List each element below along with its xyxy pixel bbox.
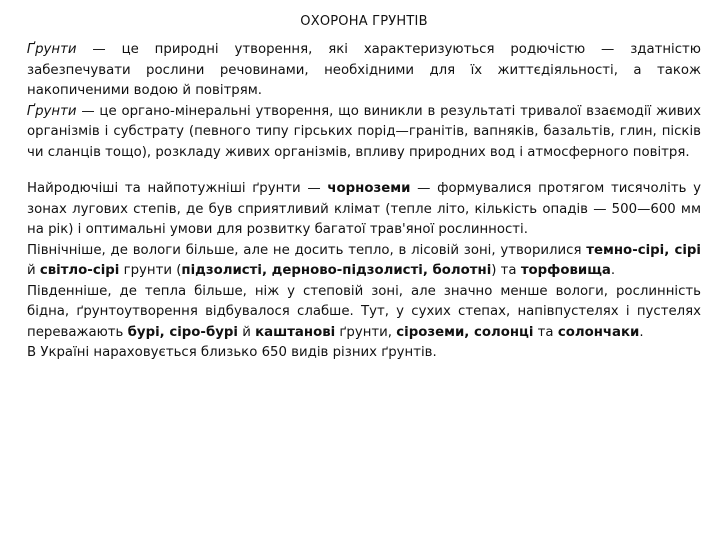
- text-span: — формувалися протягом тисячоліть у зонах лугових степів, де був сприятливий клімат (тепле літо, кількість опадів — 500—600 мм на рік) і оптимальні умови для розвитку багатої трав'яної рослинності.: [27, 181, 701, 237]
- text-span: Північніше, де вологи більше, але не досить тепло, в лісовій зоні, утворилися: [27, 242, 587, 258]
- bold-term: солончаки: [557, 324, 640, 340]
- bold-term: темно-сірі, сірі: [586, 242, 701, 258]
- text-span: ) та: [491, 263, 521, 278]
- chernozem-paragraph: [27, 179, 701, 241]
- page-title: ОХОРОНА ГРУНТІВ: [300, 14, 428, 29]
- soil-count-paragraph: В Україні нараховується близько 650 видів різних ґрунтів.: [27, 345, 437, 360]
- bold-term: світло-сірі: [39, 263, 120, 278]
- definition-paragraph-1: [27, 40, 701, 102]
- text-span: ґрунти,: [335, 324, 397, 340]
- text-span: .: [639, 324, 644, 340]
- term-soils-2: Ґрунти: [27, 103, 77, 119]
- document-page: [27, 14, 701, 364]
- bold-term: чорноземи: [327, 181, 411, 196]
- bold-term: підзолисті, дерново-підзолисті, болотні: [181, 263, 492, 278]
- text-span: Найродючіші та найпотужніші ґрунти —: [27, 181, 328, 196]
- bold-term: торфовища: [520, 263, 611, 278]
- text-span: .: [610, 263, 616, 278]
- text-span: й: [237, 324, 256, 340]
- paragraph-gap: [27, 163, 701, 179]
- bold-term: каштанові: [255, 324, 336, 340]
- north-soils-paragraph: [27, 241, 701, 282]
- definition-text-1: — це природні утворення, які характеризуються родючістю — здатністю забезпечувати рослини речовинами, необхідними для їх життєдіяльності, а також накопиченими водою й повітрям.: [27, 42, 701, 98]
- text-span: й: [27, 263, 40, 278]
- text-span: грунти (: [119, 263, 182, 278]
- text-span: та: [533, 324, 558, 340]
- text-span: Південніше, де тепла більше, ніж у степовій зоні, але значно менше вологи, рослинність бідна, ґрунтоутворення відбувалося слабше. Тут, у сухих степах, напівпустелях і пустелях переважають: [27, 283, 701, 340]
- bold-term: бурі, сіро-бурі: [127, 324, 238, 340]
- definition-paragraph-2: [27, 102, 701, 164]
- bold-term: сіроземи, солонці: [396, 324, 534, 340]
- term-soils-1: Ґрунти: [27, 42, 77, 57]
- south-soils-paragraph: [27, 282, 701, 344]
- definition-text-2: — це органо-мінеральні утворення, що виникли в результаті тривалої взаємодії живих організмів і субстрату (певного типу гірських порід—гранітів, вапняків, базальтів, глин, пісків чи сланців тощо), розкладу живих організмів, впливу природних вод і атмосферного повітря.: [27, 103, 701, 160]
